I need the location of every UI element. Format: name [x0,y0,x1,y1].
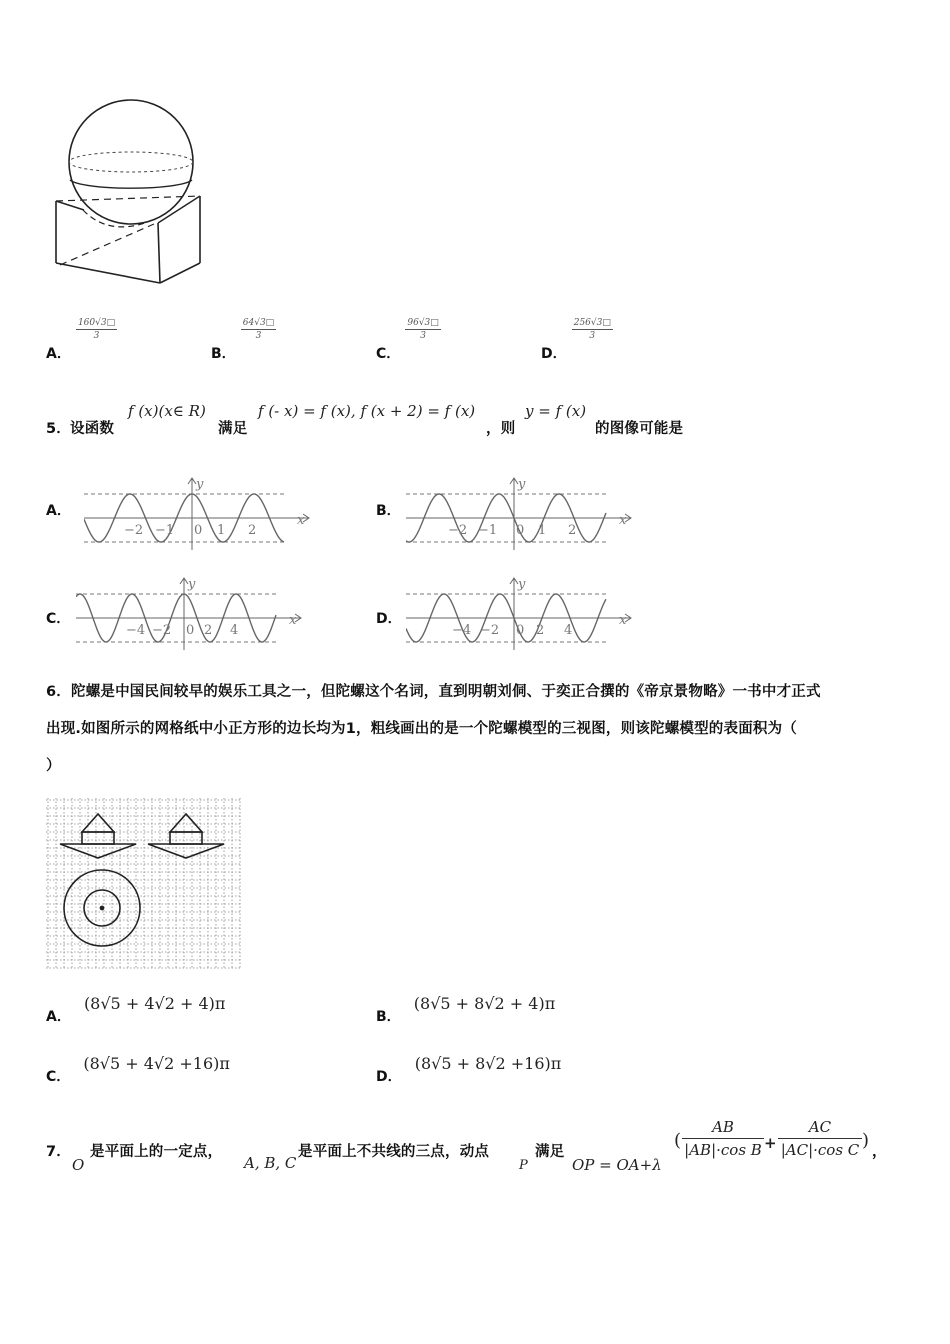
option-label: B． [376,503,401,519]
q4-option-c[interactable] [376,318,441,362]
tick-label: 4 [564,623,573,638]
plus-sign: + [764,1134,777,1152]
question-number: 7． [46,1144,71,1160]
q7-equation: OP = OA+λ [572,1156,662,1174]
option-label: C． [46,1069,71,1085]
tick-label: −2 [152,623,172,638]
wave-graph-d [406,574,646,650]
option-fraction: $\frac{160√3□}{3}$ [77,318,116,341]
option-label: A． [46,1009,71,1025]
q7-fraction-2: AC |AC|·cos C [778,1118,862,1159]
option-expression: (8√5 + 8√2 + 4)π [413,994,556,1013]
option-expression: (8√5 + 4√2 + 4)π [83,994,226,1013]
q6-option-d[interactable] [376,1054,562,1085]
q5-option-b[interactable] [376,474,656,550]
y-axis-label: y [188,577,196,592]
tick-label: 0 [516,523,525,538]
option-expression: (8√5 + 4√2 +16)π [83,1054,230,1073]
q6-option-b[interactable] [376,994,556,1025]
x-axis-label: x [619,613,627,628]
y-axis-label: y [196,477,204,492]
option-label: A． [46,346,71,362]
point-o: O [72,1156,85,1174]
q6-option-c[interactable] [46,1054,230,1085]
tick-label: 1 [217,523,226,538]
x-axis-label: x [619,513,627,528]
tick-label: −4 [452,623,472,638]
wave-graph-c [76,574,316,650]
option-label: A． [46,503,71,519]
q7-tail: ， [872,1144,887,1160]
q5-option-d[interactable] [376,574,656,650]
tick-label: 2 [536,623,545,638]
q5-math-2: f (- x) = f (x), f (x + 2) = f (x) [258,402,476,420]
q5-text-2: 满足 [218,421,248,437]
tick-label: −2 [124,523,144,538]
option-expression: (8√5 + 8√2 +16)π [414,1054,562,1073]
option-label: D． [376,611,402,627]
q7-text-1: 是平面上的一定点， [90,1144,223,1160]
paren-close: ) [862,1130,870,1151]
option-label: C． [46,611,71,627]
tick-label: 2 [204,623,213,638]
q5-text-3: ，则 [486,421,516,437]
y-axis-label: y [518,477,526,492]
q5-text-4: 的图像可能是 [595,421,684,437]
q5-option-c[interactable] [46,574,326,650]
tick-label: 4 [230,623,239,638]
tick-label: 0 [516,623,525,638]
tick-label: −2 [448,523,468,538]
q6-option-a[interactable] [46,994,226,1025]
q5-math-1: f (x)(x∈ R) [128,402,206,420]
option-fraction: $\frac{96√3□}{3}$ [407,318,439,341]
option-fraction: $\frac{64√3□}{3}$ [242,318,275,341]
tick-label: −2 [480,623,500,638]
option-label: B． [376,1009,401,1025]
q4-option-a[interactable] [46,318,117,362]
tick-label: 2 [248,523,257,538]
q7-text-3: 满足 [535,1144,565,1160]
y-axis-label: y [518,577,526,592]
q4-option-b[interactable] [211,318,276,362]
tick-label: −1 [478,523,498,538]
wave-graph-b [406,474,646,550]
tick-label: −1 [155,523,175,538]
q6-line-3: ） [46,758,61,774]
q5-math-3: y = f (x) [525,402,587,420]
wave-graph-a [84,474,324,550]
tick-label: 1 [538,523,547,538]
q7-fraction-1: AB |AB|·cos B [682,1118,764,1159]
q4-option-d[interactable] [541,318,613,362]
tick-label: −4 [126,623,146,638]
q6-line-2: 出现.如图所示的网格纸中小正方形的边长均为1，粗线画出的是一个陀螺模型的三视图，则该陀螺模型的表面积为（ [46,721,797,737]
q5-option-a[interactable] [46,474,326,550]
tick-label: 0 [186,623,195,638]
q5-stem [46,402,926,442]
tick-label: 0 [194,523,203,538]
tick-label: 2 [568,523,577,538]
q6-line-1: 6．陀螺是中国民间较早的娱乐工具之一，但陀螺这个名词，直到明朝刘侗、于奕正合撰的《帝京景物略》一书中才正式 [46,684,821,700]
option-label: D． [376,1069,402,1085]
option-label: D． [541,346,567,362]
paren-open: ( [674,1130,682,1151]
x-axis-label: x [297,513,305,528]
question-number: 5． [46,421,71,437]
sphere-prism-figure [48,98,208,288]
option-label: C． [376,346,401,362]
point-p: P [519,1158,528,1173]
option-fraction: $\frac{256√3□}{3}$ [573,318,611,341]
option-label: B． [211,346,236,362]
points-abc: A, B, C [244,1154,297,1172]
x-axis-label: x [289,613,297,628]
top-three-view-figure [46,798,242,970]
q7-stem [46,1112,926,1182]
q7-text-2: 是平面上不共线的三点，动点 [298,1144,490,1160]
q5-text-1: 设函数 [70,421,115,437]
